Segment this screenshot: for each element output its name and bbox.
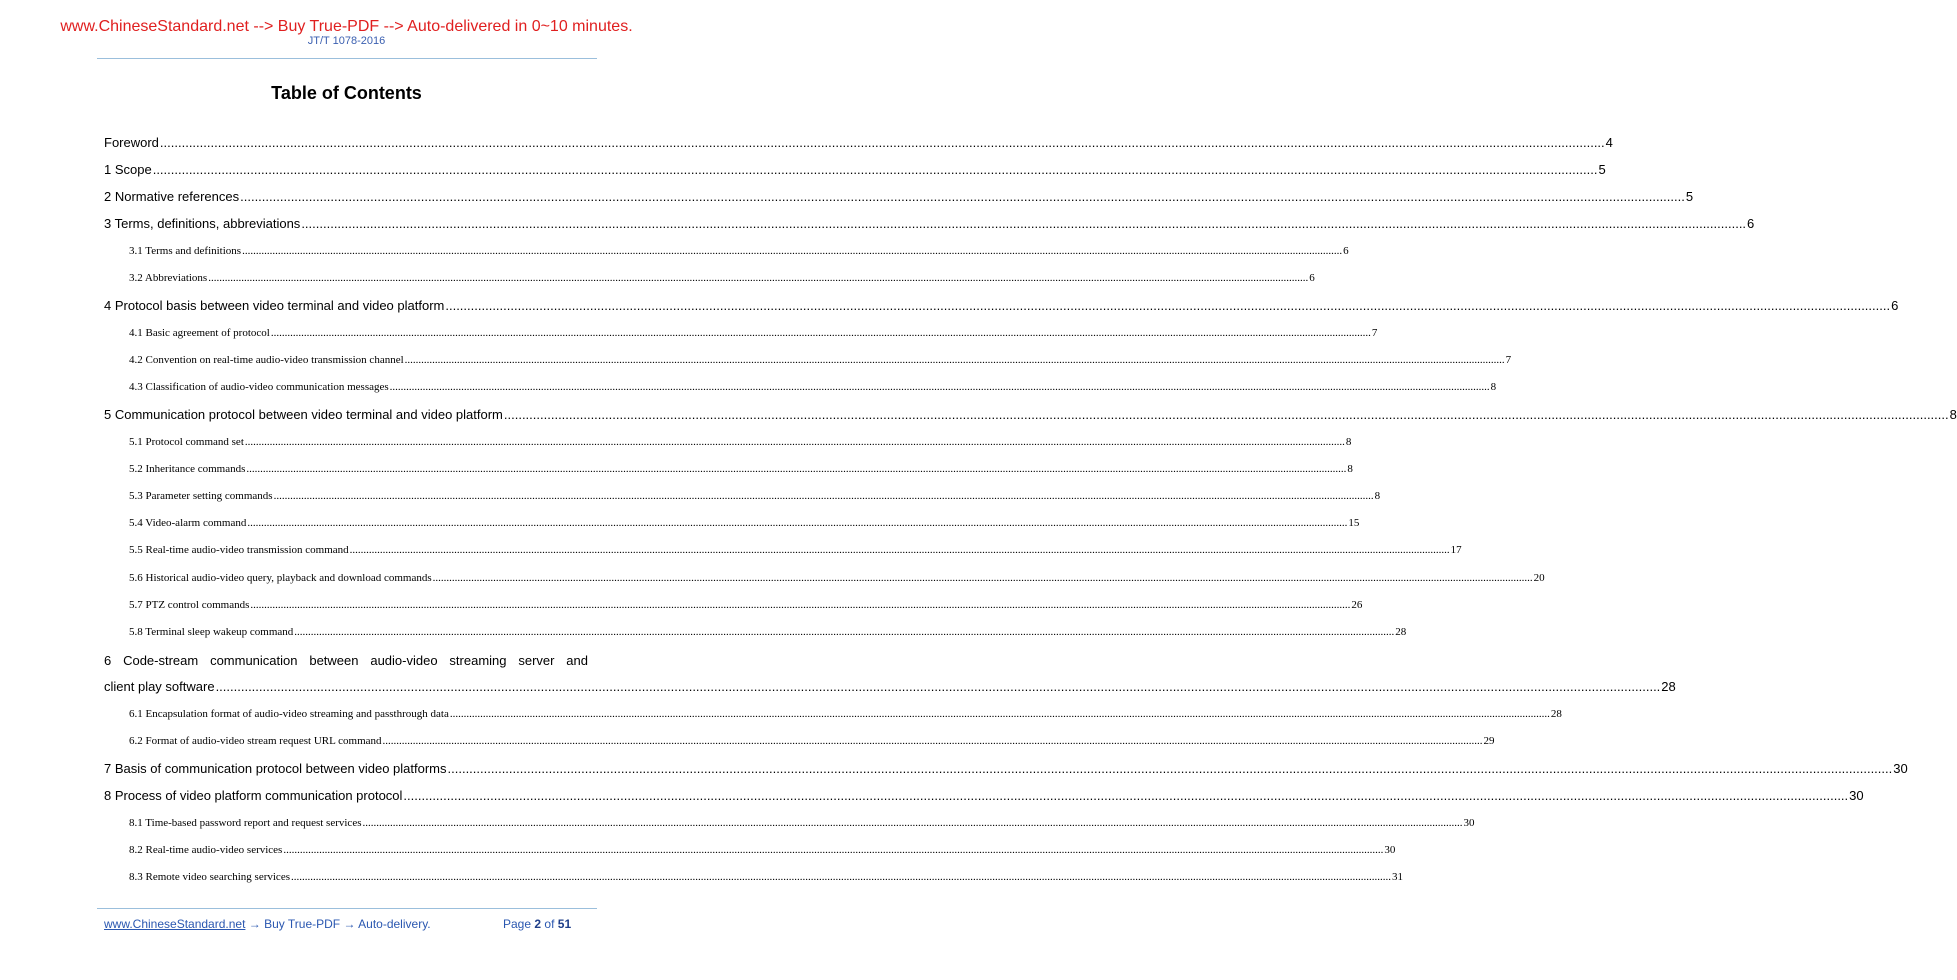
toc-leader: ................................................................................................................................................................................................................................................................................................................................................................................................................ [445, 298, 1891, 313]
toc-entry-text: 8 Process of video platform communication protocol [104, 788, 403, 803]
toc-entry-page: 29 [1483, 735, 1495, 747]
toc-entry-5-5[interactable] [129, 544, 1462, 557]
toc-entry-page: 7 [1371, 327, 1378, 339]
toc-entry-text: 5.1 Protocol command set [129, 436, 244, 448]
toc-entry-text: 5.5 Real-time audio-video transmission command [129, 544, 349, 556]
toc-entry-page: 8 [1345, 436, 1352, 448]
toc-entry-text: 5.3 Parameter setting commands [129, 490, 273, 502]
toc-entry-6-2[interactable] [129, 735, 1495, 748]
toc-entry-5-1[interactable] [129, 436, 1352, 449]
page-of: of [544, 917, 555, 931]
toc-entry-foreword[interactable] [104, 135, 1613, 151]
toc-entry-8[interactable] [104, 788, 1864, 804]
footer-rule [97, 908, 597, 909]
toc-entry-text: 3.2 Abbreviations [129, 272, 208, 284]
toc-entry-8-2[interactable] [129, 844, 1396, 857]
toc-entry-page: 5 [1598, 162, 1606, 177]
toc-entry-page: 7 [1505, 354, 1512, 366]
toc-leader: ................................................................................................................................................................................................................................................................................................................................................................................................................ [159, 135, 1605, 150]
toc-entry-4-3[interactable] [129, 381, 1497, 394]
toc-leader: ................................................................................................................................................................................................................................................................................................................................................................................................................ [242, 245, 1343, 257]
toc-leader: ................................................................................................................................................................................................................................................................................................................................................................................................................ [349, 544, 1450, 556]
toc-entry-page: 28 [1395, 626, 1407, 638]
toc-entry-8-3[interactable] [129, 871, 1403, 884]
toc-entry-7[interactable] [104, 761, 1908, 777]
toc-leader: ................................................................................................................................................................................................................................................................................................................................................................................................................ [250, 599, 1351, 611]
toc-entry-page: 6 [1309, 272, 1315, 284]
toc-leader: ................................................................................................................................................................................................................................................................................................................................................................................................................ [447, 761, 1893, 776]
toc-entry-text: 4.3 Classification of audio-video communication messages [129, 381, 389, 393]
toc-entry-text: 5.6 Historical audio-video query, playback and download commands [129, 572, 432, 584]
toc-entry-page: 26 [1351, 599, 1363, 611]
toc-entry-text: 5.7 PTZ control commands [129, 599, 250, 611]
toc-entry-page: 8 [1347, 463, 1353, 475]
toc-entry-4-2[interactable] [129, 354, 1512, 367]
toc-title: Table of Contents [271, 83, 422, 103]
footer-site-link[interactable]: www.ChineseStandard.net [104, 917, 246, 931]
toc-leader: ................................................................................................................................................................................................................................................................................................................................................................................................................ [301, 216, 1747, 231]
arrow-right-icon: → [248, 917, 261, 931]
toc-entry-page: 15 [1348, 517, 1360, 529]
toc-entry-page: 4 [1605, 135, 1613, 150]
toc-entry-8-1[interactable] [129, 817, 1475, 830]
toc-leader: ................................................................................................................................................................................................................................................................................................................................................................................................................ [152, 162, 1598, 177]
toc-entry-6-1[interactable] [129, 708, 1562, 721]
toc-entry-page: 8 [1490, 381, 1497, 393]
toc-leader: ................................................................................................................................................................................................................................................................................................................................................................................................................ [208, 272, 1309, 284]
toc-entry-text: 5.8 Terminal sleep wakeup command [129, 626, 294, 638]
toc-entry-text: 5 Communication protocol between video terminal and video platform [104, 407, 503, 422]
toc-leader: ................................................................................................................................................................................................................................................................................................................................................................................................................ [389, 381, 1490, 393]
toc-entry-text: 3.1 Terms and definitions [129, 245, 242, 257]
toc-leader: ................................................................................................................................................................................................................................................................................................................................................................................................................ [404, 354, 1505, 366]
toc-entry-3-2[interactable] [129, 272, 1315, 285]
toc-entry-text: 4.1 Basic agreement of protocol [129, 327, 270, 339]
toc-entry-page: 30 [1893, 761, 1908, 776]
toc-entry-text: Foreword [104, 135, 159, 150]
toc-leader: ................................................................................................................................................................................................................................................................................................................................................................................................................ [362, 817, 1463, 829]
toc-entry-3-1[interactable] [129, 245, 1349, 258]
footer-delivery-text: Auto-delivery. [358, 917, 431, 931]
top-banner[interactable]: www.ChineseStandard.net --> Buy True-PDF --> Auto-delivered in 0~10 minutes. [60, 18, 633, 35]
toc-entry-page: 28 [1661, 679, 1676, 694]
toc-entry-5[interactable] [104, 407, 1957, 423]
toc-leader: ................................................................................................................................................................................................................................................................................................................................................................................................................ [273, 490, 1374, 502]
toc-leader: ................................................................................................................................................................................................................................................................................................................................................................................................................ [449, 708, 1550, 720]
toc-entry-text: 4.2 Convention on real-time audio-video transmission channel [129, 354, 404, 366]
arrow-right-icon: → [343, 917, 356, 931]
toc-leader: ................................................................................................................................................................................................................................................................................................................................................................................................................ [294, 626, 1395, 638]
toc-entry-4[interactable] [104, 298, 1899, 314]
toc-entry-text: 8.1 Time-based password report and request services [129, 817, 362, 829]
toc-entry-page: 17 [1450, 544, 1462, 556]
toc-entry-page: 30 [1463, 817, 1475, 829]
toc-entry-page: 30 [1849, 788, 1864, 803]
toc-entry-page: 6 [1747, 216, 1755, 231]
toc-entry-1[interactable] [104, 162, 1606, 178]
toc-entry-text: client play software [104, 679, 215, 694]
toc-entry-page: 20 [1533, 572, 1545, 584]
toc-entry-5-4[interactable] [129, 517, 1360, 530]
toc-entry-text: 6.1 Encapsulation format of audio-video streaming and passthrough data [129, 708, 449, 720]
toc-leader: ................................................................................................................................................................................................................................................................................................................................................................................................................ [247, 517, 1348, 529]
toc-leader: ................................................................................................................................................................................................................................................................................................................................................................................................................ [382, 735, 1483, 747]
toc-leader: ................................................................................................................................................................................................................................................................................................................................................................................................................ [240, 189, 1685, 204]
toc-entry-5-7[interactable] [129, 599, 1363, 612]
toc-entry-6-line1[interactable]: 6 Code-stream communication between audio-video streaming server and [104, 653, 588, 668]
toc-leader: ................................................................................................................................................................................................................................................................................................................................................................................................................ [503, 407, 1949, 422]
page-label: Page [503, 917, 532, 931]
page-indicator [503, 917, 571, 931]
toc-leader: ................................................................................................................................................................................................................................................................................................................................................................................................................ [290, 871, 1391, 883]
toc-entry-5-2[interactable] [129, 463, 1353, 476]
toc-leader: ................................................................................................................................................................................................................................................................................................................................................................................................................ [283, 844, 1384, 856]
toc-entry-text: 1 Scope [104, 162, 152, 177]
toc-entry-page: 5 [1685, 189, 1694, 204]
toc-leader: ................................................................................................................................................................................................................................................................................................................................................................................................................ [432, 572, 1533, 584]
toc-entry-5-6[interactable] [129, 572, 1545, 585]
toc-entry-page: 6 [1891, 298, 1899, 313]
toc-entry-text: 5.4 Video-alarm command [129, 517, 247, 529]
page-total: 51 [557, 917, 572, 931]
toc-entry-text: 8.3 Remote video searching services [129, 871, 290, 883]
toc-entry-page: 30 [1384, 844, 1396, 856]
toc-entry-text: 5.2 Inheritance commands [129, 463, 246, 475]
toc-entry-5-8[interactable] [129, 626, 1407, 639]
header-rule [97, 58, 597, 59]
toc-entry-page: 6 [1343, 245, 1349, 257]
toc-leader: ................................................................................................................................................................................................................................................................................................................................................................................................................ [403, 788, 1849, 803]
toc-leader: ................................................................................................................................................................................................................................................................................................................................................................................................................ [246, 463, 1347, 475]
footer-links [104, 917, 431, 931]
footer-buy-link[interactable]: Buy True-PDF [264, 917, 341, 931]
toc-entry-page: 8 [1374, 490, 1381, 502]
toc-entry-page: 31 [1391, 871, 1403, 883]
toc-entry-text: 8.2 Real-time audio-video services [129, 844, 283, 856]
toc-entry-page: 28 [1550, 708, 1562, 720]
toc-entry-text: 3 Terms, definitions, abbreviations [104, 216, 301, 231]
toc-entry-page: 8 [1949, 407, 1957, 422]
toc-entry-3[interactable] [104, 216, 1755, 232]
toc-leader: ................................................................................................................................................................................................................................................................................................................................................................................................................ [270, 327, 1371, 339]
toc-entry-text: 4 Protocol basis between video terminal and video platform [104, 298, 445, 313]
standard-code: JT/T 1078-2016 [307, 35, 386, 47]
toc-entry-text: 7 Basis of communication protocol between video platforms [104, 761, 447, 776]
toc-entry-6-line2[interactable] [104, 679, 1676, 695]
toc-entry-4-1[interactable] [129, 327, 1378, 340]
toc-entry-5-3[interactable] [129, 490, 1381, 503]
toc-leader: ................................................................................................................................................................................................................................................................................................................................................................................................................ [244, 436, 1345, 448]
page-current: 2 [534, 917, 542, 931]
toc-entry-text: 2 Normative references [104, 189, 240, 204]
toc-entry-text: 6.2 Format of audio-video stream request URL command [129, 735, 382, 747]
toc-entry-2[interactable] [104, 189, 1694, 205]
toc-leader: ................................................................................................................................................................................................................................................................................................................................................................................................................ [215, 679, 1661, 694]
